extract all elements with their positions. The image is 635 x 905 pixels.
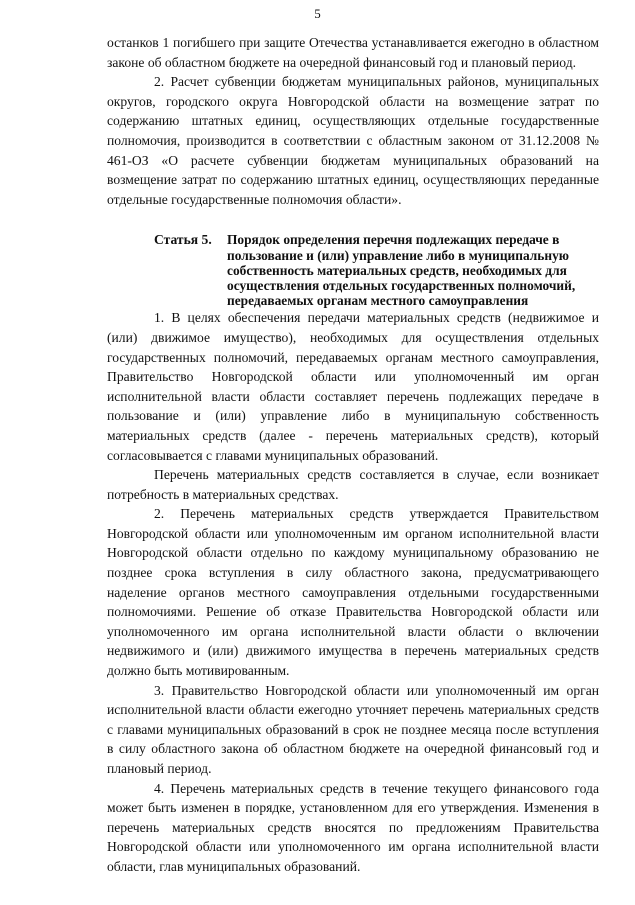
page-number: 5 xyxy=(314,6,321,21)
article-title: Порядок определения перечня подлежащих передаче в пользование и (или) управление либо в муниципальную собственность материальных средств, необходимых для осуществления отдельных государственных полномочий, передаваемых органам местного самоуправления xyxy=(227,232,576,309)
paragraph-item-4: 4. Перечень материальных средств в течение текущего финансового года может быть изменен в порядке, установленном для его утверждения. Изменения в перечень материальных средств вносятся по предложениям Правительства Новгородской области или уполномоченного им органа исполнительной власти области, глав муниципальных образований. xyxy=(107,780,599,874)
article-heading xyxy=(107,232,599,308)
paragraph-item-3: 3. Правительство Новгородской области или уполномоченный им орган исполнительной власти области ежегодно уточняет перечень материальных средств с главами муниципальных образований в срок не позднее месяца после вступления в силу областного закона об областном бюджете на очередной финансовый год и плановый период. xyxy=(107,682,599,777)
article-number: Статья 5. xyxy=(154,232,212,248)
document-body xyxy=(107,33,599,877)
paragraph-item-1: 1. В целях обеспечения передачи материальных средств (недвижимое и (или) движимое имущество), необходимых для осуществления отдельных государственных полномочий, передаваемых органам местного самоуправления, Правительство Новгородской области или уполномоченный им орган исполнительной власти области составляет перечень подлежащих передаче в пользование и (или) управление либо в муниципальную собственность материальных средств (далее - перечень материальных средств), который согласовывается с главами муниципальных образований. xyxy=(107,310,599,463)
paragraph-item-2: 2. Перечень материальных средств утверждается Правительством Новгородской области или уполномоченным им органом исполнительной власти Новгородской области отдельно по каждому муниципальному образованию не позднее срока вступления в силу областного закона, предусматривающего наделение органов местного самоуправления отдельными государственными полномочиями. Решение об отказе Правительства Новгородской области или уполномоченного им органа исполнительной власти области о включении недвижимого и (или) движимого имущества в перечень материальных средств должно быть мотивированным. xyxy=(107,506,599,679)
paragraph-subvention-calculation: 2. Расчет субвенции бюджетам муниципальных районов, муниципальных округов, городского округа Новгородской области на возмещение затрат по содержанию штатных единиц, осуществляющих отдельные государственные полномочия, производится в соответствии с областным законом от 31.12.2008 № 461-ОЗ «О расчете субвенции бюджетам муниципальных образований на возмещение затрат по содержанию штатных единиц, осуществляющих переданные отдельные государственные полномочия области». xyxy=(107,74,599,207)
paragraph-continuation: останков 1 погибшего при защите Отечества устанавливается ежегодно в областном законе об областном бюджете на очередной финансовый год и плановый период. xyxy=(107,35,599,70)
paragraph-item-1-continuation: Перечень материальных средств составляется в случае, если возникает потребность в материальных средствах. xyxy=(107,467,599,502)
